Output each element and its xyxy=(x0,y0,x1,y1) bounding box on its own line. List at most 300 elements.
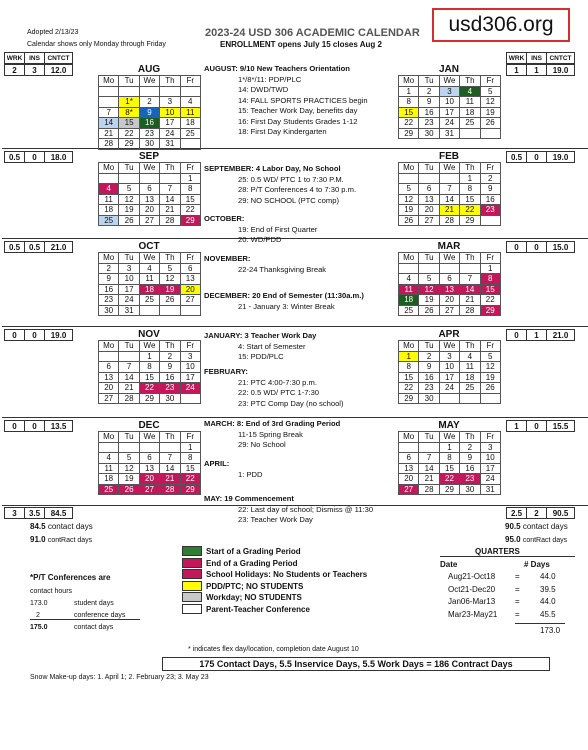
day-cell: 9 xyxy=(160,362,180,373)
day-cell: 6 xyxy=(399,453,419,464)
day-cell: 19 xyxy=(480,107,500,118)
day-cell: 3 xyxy=(119,263,139,274)
count-cell: 15.5 xyxy=(547,421,575,432)
day-cell: 1 xyxy=(460,173,480,184)
count-cell: 0.5 xyxy=(5,242,25,253)
day-cell xyxy=(119,173,139,184)
day-cell: 26 xyxy=(480,383,500,394)
day-cell: 20 xyxy=(180,284,200,295)
count-cell: 0 xyxy=(5,330,25,341)
quarter-cell: = xyxy=(515,584,520,594)
event-item: 15: Teacher Work Day, benefits day xyxy=(238,106,358,115)
day-cell xyxy=(480,393,500,404)
day-cell: 5 xyxy=(480,351,500,362)
quarter-cell: = xyxy=(515,609,520,619)
day-cell xyxy=(180,139,200,150)
day-cell: 3 xyxy=(180,351,200,362)
day-cell: 25 xyxy=(99,484,119,495)
event-item: 4: Start of Semester xyxy=(238,341,306,351)
weekday-head: Mo xyxy=(99,253,119,264)
weekday-head: We xyxy=(139,253,159,264)
day-cell: 30 xyxy=(99,305,119,316)
day-cell: 8 xyxy=(180,453,200,464)
day-cell: 10 xyxy=(180,362,200,373)
site-logo: usd306.org xyxy=(432,8,570,42)
day-cell: 1 xyxy=(480,263,500,274)
day-cell xyxy=(119,442,139,453)
day-cell: 7 xyxy=(419,453,439,464)
day-cell: 21 xyxy=(160,474,180,485)
event-heading: OCTOBER: xyxy=(204,214,245,223)
event-item: 19: End of First Quarter xyxy=(238,224,318,234)
ptc-hours: contact hours xyxy=(30,588,73,595)
day-cell: 15 xyxy=(460,194,480,205)
count-cell: 0 xyxy=(507,330,527,341)
legend-label: Workday; NO STUDENTS xyxy=(206,593,302,602)
day-cell: 20 xyxy=(139,474,159,485)
day-cell: 21 xyxy=(460,295,480,306)
month-name-dec: DEC xyxy=(138,420,160,431)
total-ins: 3.5 xyxy=(25,508,45,519)
day-cell: 24 xyxy=(119,295,139,306)
weekday-head: Mo xyxy=(399,432,419,443)
day-cell: 12 xyxy=(160,274,180,285)
weekday-head: Fr xyxy=(180,432,200,443)
legend-swatch xyxy=(182,604,202,614)
weekday-head: Fr xyxy=(480,76,500,87)
day-cell: 12 xyxy=(399,194,419,205)
count-cell: 0.5 xyxy=(5,152,25,163)
day-cell: 25 xyxy=(460,383,480,394)
weekday-head: Fr xyxy=(480,163,500,174)
count-cell: 18.0 xyxy=(45,152,73,163)
month-counts-sep xyxy=(4,151,73,163)
event-heading: DECEMBER: 20 End of Semester (11:30a.m.) xyxy=(204,291,364,300)
month-counts-apr xyxy=(506,329,575,341)
day-cell: 21 xyxy=(160,205,180,216)
right-col-headers xyxy=(506,52,575,64)
count-cell: 19.0 xyxy=(547,152,575,163)
quarter-cell: Jan06-Mar13 xyxy=(448,597,496,606)
day-cell: 9 xyxy=(460,453,480,464)
count-cell: 2 xyxy=(5,65,25,76)
day-cell: 3 xyxy=(160,97,180,108)
day-cell xyxy=(460,263,480,274)
day-cell: 9 xyxy=(419,362,439,373)
weekday-head: Mo xyxy=(399,163,419,174)
day-cell: 29 xyxy=(119,139,139,150)
day-cell: 15 xyxy=(439,463,459,474)
day-cell xyxy=(160,442,180,453)
count-cell: 0 xyxy=(527,152,547,163)
day-cell: 13 xyxy=(439,284,459,295)
day-cell: 2 xyxy=(160,351,180,362)
cntct-head: CNTCT xyxy=(45,53,73,64)
day-cell: 6 xyxy=(439,274,459,285)
day-cell: 20 xyxy=(419,205,439,216)
right-contact-total: 90.5 contact days xyxy=(505,522,568,531)
count-cell: 13.5 xyxy=(45,421,73,432)
day-cell: 25 xyxy=(139,295,159,306)
day-cell xyxy=(99,86,119,97)
day-cell: 26 xyxy=(480,118,500,129)
weekday-head: Mo xyxy=(99,341,119,352)
event-heading: MARCH: 8: End of 3rd Grading Period xyxy=(204,419,341,428)
day-cell: 1 xyxy=(399,86,419,97)
day-cell: 16 xyxy=(99,284,119,295)
day-cell: 8 xyxy=(399,362,419,373)
day-cell: 16 xyxy=(460,463,480,474)
weekday-head: We xyxy=(439,76,459,87)
quarter-cell: Oct21-Dec20 xyxy=(448,584,496,594)
day-cell: 3 xyxy=(439,351,459,362)
day-cell: 7 xyxy=(160,453,180,464)
event-heading: FEBRUARY: xyxy=(204,367,248,376)
day-cell: 18 xyxy=(460,107,480,118)
event-item: 14: FALL SPORTS PRACTICES begin xyxy=(238,95,368,105)
day-cell: 4 xyxy=(139,263,159,274)
count-cell: 0.5 xyxy=(507,152,527,163)
ins-head: INS xyxy=(527,53,547,64)
day-cell: 20 xyxy=(439,295,459,306)
day-cell: 27 xyxy=(439,305,459,316)
day-cell xyxy=(99,442,119,453)
day-cell: 30 xyxy=(419,128,439,139)
weekday-head: We xyxy=(439,253,459,264)
day-cell: 18 xyxy=(139,284,159,295)
quarters-date-head: Date xyxy=(440,560,458,569)
day-cell: 17 xyxy=(119,284,139,295)
legend-swatch xyxy=(182,569,202,579)
month-counts-jan xyxy=(506,64,575,76)
day-cell xyxy=(160,305,180,316)
day-cell: 6 xyxy=(139,184,159,195)
day-cell: 19 xyxy=(419,295,439,306)
wrk-head: WRK xyxy=(507,53,527,64)
legend-label: End of a Grading Period xyxy=(206,558,298,568)
event-heading: SEPTEMBER: 4 Labor Day, No School xyxy=(204,164,341,173)
day-cell: 17 xyxy=(180,372,200,383)
day-cell: 13 xyxy=(99,372,119,383)
day-cell: 22 xyxy=(460,205,480,216)
day-cell: 8 xyxy=(139,362,159,373)
count-cell: 0 xyxy=(25,330,45,341)
month-counts-dec xyxy=(4,420,73,432)
day-cell: 25 xyxy=(180,128,200,139)
day-cell: 21 xyxy=(419,474,439,485)
ptc-title: *P/T Conferences are xyxy=(30,573,111,582)
day-cell: 30 xyxy=(139,139,159,150)
month-counts-feb xyxy=(506,151,575,163)
month-name-mar: MAR xyxy=(437,241,461,252)
day-cell: 23 xyxy=(419,383,439,394)
day-cell: 30 xyxy=(160,393,180,404)
weekday-head: Tu xyxy=(119,432,139,443)
wrk-head: WRK xyxy=(5,53,25,64)
event-heading: NOVEMBER: xyxy=(204,254,251,263)
total-cntct: 90.5 xyxy=(547,508,575,519)
day-cell xyxy=(439,393,459,404)
day-cell: 6 xyxy=(99,362,119,373)
weekday-head: Tu xyxy=(419,163,439,174)
day-cell: 10 xyxy=(119,274,139,285)
day-cell: 17 xyxy=(480,463,500,474)
quarter-cell: Aug21-Oct18 xyxy=(448,572,496,581)
event-item: 14: DWD/TWD xyxy=(238,85,289,94)
month-counts-nov xyxy=(4,329,73,341)
day-cell xyxy=(399,173,419,184)
snow-makeup-days: Snow Make-up days: 1. April 1; 2. February 23; 3. May 23 xyxy=(30,674,209,681)
quarter-cell: Mar23-May21 xyxy=(448,609,498,619)
count-cell: 1 xyxy=(527,330,547,341)
legend-label: Start of a Grading Period xyxy=(206,547,301,556)
weekday-head: Tu xyxy=(119,253,139,264)
day-cell xyxy=(180,86,200,97)
day-cell: 12 xyxy=(419,284,439,295)
day-cell xyxy=(119,351,139,362)
event-heading: JANUARY: 3 Teacher Work Day xyxy=(204,331,317,340)
day-cell: 7 xyxy=(439,184,459,195)
day-cell: 8 xyxy=(480,274,500,285)
day-cell xyxy=(180,393,200,404)
day-cell: 10 xyxy=(480,453,500,464)
day-cell: 4 xyxy=(399,274,419,285)
day-cell: 11 xyxy=(99,194,119,205)
weekday-head: We xyxy=(439,163,459,174)
legend-swatch xyxy=(182,546,202,556)
day-cell: 12 xyxy=(480,97,500,108)
right-totals xyxy=(506,507,575,519)
day-cell: 5 xyxy=(419,274,439,285)
day-cell: 29 xyxy=(480,305,500,316)
quarters-total: 173.0 xyxy=(540,626,561,635)
day-cell xyxy=(439,173,459,184)
event-item: 29: NO SCHOOL (PTC comp) xyxy=(238,195,339,205)
total-wrk: 2.5 xyxy=(507,508,527,519)
day-cell xyxy=(139,442,159,453)
quarter-cell: 44.0 xyxy=(540,597,556,606)
day-cell: 18 xyxy=(460,372,480,383)
weekday-head: Th xyxy=(460,432,480,443)
day-cell: 1 xyxy=(439,442,459,453)
weekday-head: Tu xyxy=(119,76,139,87)
weekday-head: Fr xyxy=(480,432,500,443)
event-item: 21: PTC 4:00-7:30 p.m. xyxy=(238,377,317,387)
count-cell: 0 xyxy=(507,242,527,253)
day-cell: 14 xyxy=(160,463,180,474)
day-cell: 8 xyxy=(180,184,200,195)
day-cell: 30 xyxy=(460,484,480,495)
day-cell: 3 xyxy=(439,86,459,97)
count-cell: 0 xyxy=(527,242,547,253)
day-cell: 14 xyxy=(419,463,439,474)
weekday-head: Fr xyxy=(180,76,200,87)
quarter-cell: 44.0 xyxy=(540,572,556,581)
event-heading: MAY: 19 Commencement xyxy=(204,494,294,503)
month-grid-may xyxy=(398,431,501,495)
month-grid-dec xyxy=(98,431,201,495)
month-name-may: MAY xyxy=(438,420,460,431)
count-cell: 21.0 xyxy=(547,330,575,341)
day-cell: 2 xyxy=(480,173,500,184)
day-cell: 16 xyxy=(139,118,159,129)
quarter-cell: = xyxy=(515,572,520,581)
weekday-head: Tu xyxy=(419,432,439,443)
day-cell: 17 xyxy=(439,107,459,118)
day-cell: 22 xyxy=(180,205,200,216)
weekday-head: Th xyxy=(160,253,180,264)
month-name-jan: JAN xyxy=(438,64,459,75)
day-cell: 7 xyxy=(119,362,139,373)
month-counts-aug xyxy=(4,64,73,76)
event-item: 1: PDD xyxy=(238,469,263,479)
day-cell: 9 xyxy=(480,184,500,195)
weekday-head: Tu xyxy=(419,341,439,352)
day-cell: 28 xyxy=(160,215,180,226)
day-cell: 6 xyxy=(139,453,159,464)
day-cell xyxy=(439,263,459,274)
day-cell: 27 xyxy=(99,393,119,404)
day-cell xyxy=(480,128,500,139)
event-item: 15: PDD/PLC xyxy=(238,352,284,361)
day-cell: 15 xyxy=(399,107,419,118)
day-cell: 5 xyxy=(160,263,180,274)
day-cell: 18 xyxy=(399,295,419,306)
day-cell: 11 xyxy=(460,97,480,108)
day-cell: 10 xyxy=(439,97,459,108)
day-cell: 13 xyxy=(139,463,159,474)
day-cell: 11 xyxy=(399,284,419,295)
left-col-headers xyxy=(4,52,73,64)
count-cell: 12.0 xyxy=(45,65,73,76)
day-cell: 13 xyxy=(419,194,439,205)
day-cell: 5 xyxy=(480,86,500,97)
weekday-head: Tu xyxy=(419,76,439,87)
day-cell: 29 xyxy=(139,393,159,404)
legend-label: PDD/PTC; NO STUDENTS xyxy=(206,581,304,591)
day-cell: 2 xyxy=(419,351,439,362)
event-heading: AUGUST: 9/10 New Teachers Orientation xyxy=(204,64,350,73)
day-cell xyxy=(139,173,159,184)
day-cell: 13 xyxy=(399,463,419,474)
weekday-head: We xyxy=(439,432,459,443)
day-cell: 5 xyxy=(119,453,139,464)
day-cell: 23 xyxy=(419,118,439,129)
day-cell: 2 xyxy=(419,86,439,97)
day-cell: 26 xyxy=(119,215,139,226)
cntct-head: CNTCT xyxy=(547,53,575,64)
event-item: 29: No School xyxy=(238,440,286,449)
legend-swatch xyxy=(182,581,202,591)
month-grid-sep xyxy=(98,162,201,226)
event-item: 18: First Day Kindergarten xyxy=(238,127,327,136)
day-cell: 14 xyxy=(460,284,480,295)
day-cell: 2 xyxy=(99,263,119,274)
day-cell: 7 xyxy=(99,107,119,118)
month-name-apr: APR xyxy=(438,329,460,340)
month-counts-oct xyxy=(4,241,73,253)
day-cell: 23 xyxy=(480,205,500,216)
day-cell xyxy=(99,173,119,184)
day-cell: 15 xyxy=(399,372,419,383)
day-cell: 19 xyxy=(160,284,180,295)
weekday-head: Fr xyxy=(480,253,500,264)
day-cell: 11 xyxy=(139,274,159,285)
count-cell: 3 xyxy=(25,65,45,76)
day-cell xyxy=(160,86,180,97)
month-counts-may xyxy=(506,420,575,432)
day-cell: 24 xyxy=(439,118,459,129)
legend-label: School Holidays: No Students or Teachers xyxy=(206,570,368,579)
day-cell: 28 xyxy=(460,305,480,316)
event-item: 21 - January 3: Winter Break xyxy=(238,301,335,311)
day-cell: 13 xyxy=(139,194,159,205)
day-cell: 28 xyxy=(439,215,459,226)
weekday-head: Tu xyxy=(419,253,439,264)
day-cell: 11 xyxy=(180,107,200,118)
event-item: 16: First Day Students Grades 1-12 xyxy=(238,116,358,126)
day-cell: 28 xyxy=(99,139,119,150)
day-cell: 17 xyxy=(439,372,459,383)
day-cell xyxy=(460,393,480,404)
day-cell xyxy=(160,173,180,184)
day-cell xyxy=(139,305,159,316)
ptc-row: 173.0 student days xyxy=(30,600,114,607)
day-cell: 10 xyxy=(439,362,459,373)
day-cell xyxy=(460,128,480,139)
weekday-head: Th xyxy=(460,76,480,87)
day-cell xyxy=(419,173,439,184)
calendar-note: Calendar shows only Monday through Friday xyxy=(27,41,166,48)
day-cell: 31 xyxy=(160,139,180,150)
day-cell: 28 xyxy=(119,393,139,404)
weekday-head: Fr xyxy=(180,341,200,352)
month-name-oct: OCT xyxy=(138,241,160,252)
month-grid-oct xyxy=(98,252,201,316)
day-cell: 4 xyxy=(99,453,119,464)
weekday-head: We xyxy=(139,341,159,352)
page-title: 2023-24 USD 306 ACADEMIC CALENDAR xyxy=(205,27,420,39)
month-grid-jan xyxy=(398,75,501,139)
day-cell: 23 xyxy=(460,474,480,485)
weekday-head: Tu xyxy=(119,341,139,352)
day-cell: 22 xyxy=(480,295,500,306)
weekday-head: We xyxy=(139,76,159,87)
day-cell: 26 xyxy=(119,484,139,495)
day-cell: 25 xyxy=(399,305,419,316)
count-cell: 1 xyxy=(507,421,527,432)
weekday-head: Mo xyxy=(99,432,119,443)
day-cell: 8 xyxy=(460,184,480,195)
day-cell: 12 xyxy=(119,194,139,205)
day-cell: 19 xyxy=(399,205,419,216)
day-cell: 22 xyxy=(399,118,419,129)
month-grid-mar xyxy=(398,252,501,316)
day-cell: 29 xyxy=(180,215,200,226)
weekday-head: Th xyxy=(160,432,180,443)
day-cell: 26 xyxy=(160,295,180,306)
day-cell: 4 xyxy=(180,97,200,108)
weekday-head: Fr xyxy=(180,163,200,174)
day-cell xyxy=(419,442,439,453)
count-cell: 0 xyxy=(5,421,25,432)
day-cell: 15 xyxy=(119,118,139,129)
day-cell: 12 xyxy=(480,362,500,373)
day-cell: 31 xyxy=(119,305,139,316)
day-cell: 23 xyxy=(160,383,180,394)
day-cell: 28 xyxy=(160,484,180,495)
day-cell: 27 xyxy=(139,484,159,495)
